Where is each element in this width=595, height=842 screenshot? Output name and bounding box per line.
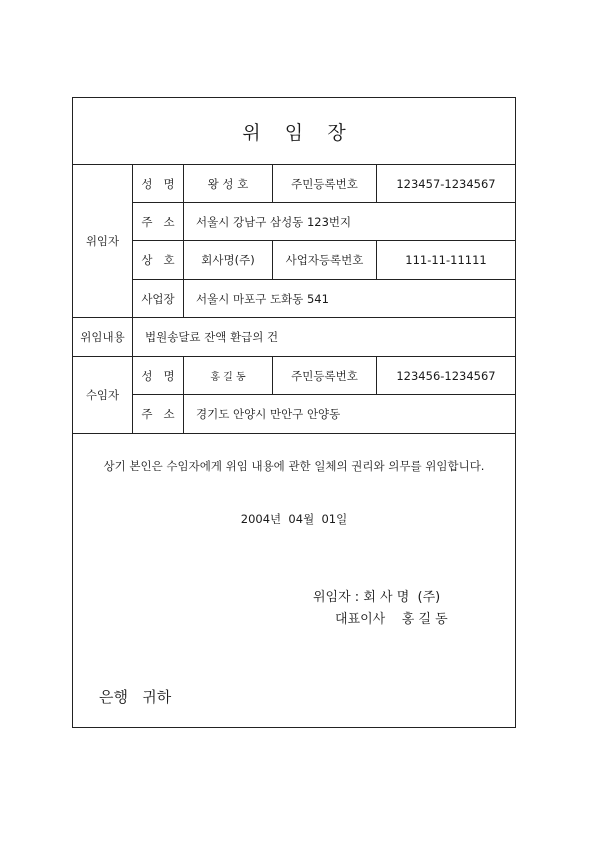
signature-representative-line: 대표이사 홍 길 동 xyxy=(335,612,448,627)
mandate-label: 위임내용 xyxy=(73,318,133,357)
delegator-bizreg-label: 사업자등록번호 xyxy=(273,241,377,280)
delegate-id-value: 123456-1234567 xyxy=(377,357,515,395)
signature-delegator-line: 위임자 : 회 사 명 (주) xyxy=(313,590,441,605)
delegator-id-value: 123457-1234567 xyxy=(377,165,515,203)
delegate-address-value: 경기도 안양시 만안구 안양동 xyxy=(184,395,515,434)
mandate-value: 법원송달료 잔액 환급의 건 xyxy=(133,318,515,357)
delegator-id-label: 주민등록번호 xyxy=(273,165,377,203)
document-date: 2004년 04월 01일 xyxy=(240,512,348,526)
delegator-company-label: 상 호 xyxy=(133,241,184,280)
document-title: 위 임 장 xyxy=(242,121,346,144)
delegator-bizreg-value: 111-11-11111 xyxy=(377,241,515,280)
delegate-address-label: 주 소 xyxy=(133,395,184,434)
delegate-name-label: 성 명 xyxy=(133,357,184,395)
delegator-name-value: 왕 성 호 xyxy=(184,165,273,203)
addressee-bank: 은행 귀하 xyxy=(99,688,172,706)
delegate-id-label: 주민등록번호 xyxy=(273,357,377,395)
power-of-attorney-document xyxy=(72,97,516,728)
delegate-name-value: 홍 길 동 xyxy=(184,357,273,395)
delegator-name-label: 성 명 xyxy=(133,165,184,203)
delegator-address-value: 서울시 강남구 삼성동 123번지 xyxy=(184,203,515,241)
delegator-company-value: 회사명(주) xyxy=(184,241,273,280)
delegator-workplace-label: 사업장 xyxy=(133,280,184,318)
delegator-workplace-value: 서울시 마포구 도화동 541 xyxy=(184,280,515,318)
delegation-statement: 상기 본인은 수임자에게 위임 내용에 관한 일체의 권리와 의무를 위임합니다. xyxy=(103,459,485,473)
delegator-section-label: 위임자 xyxy=(73,165,133,318)
delegator-address-label: 주 소 xyxy=(133,203,184,241)
document-title-row xyxy=(73,98,515,165)
delegate-section-label: 수임자 xyxy=(73,357,133,434)
